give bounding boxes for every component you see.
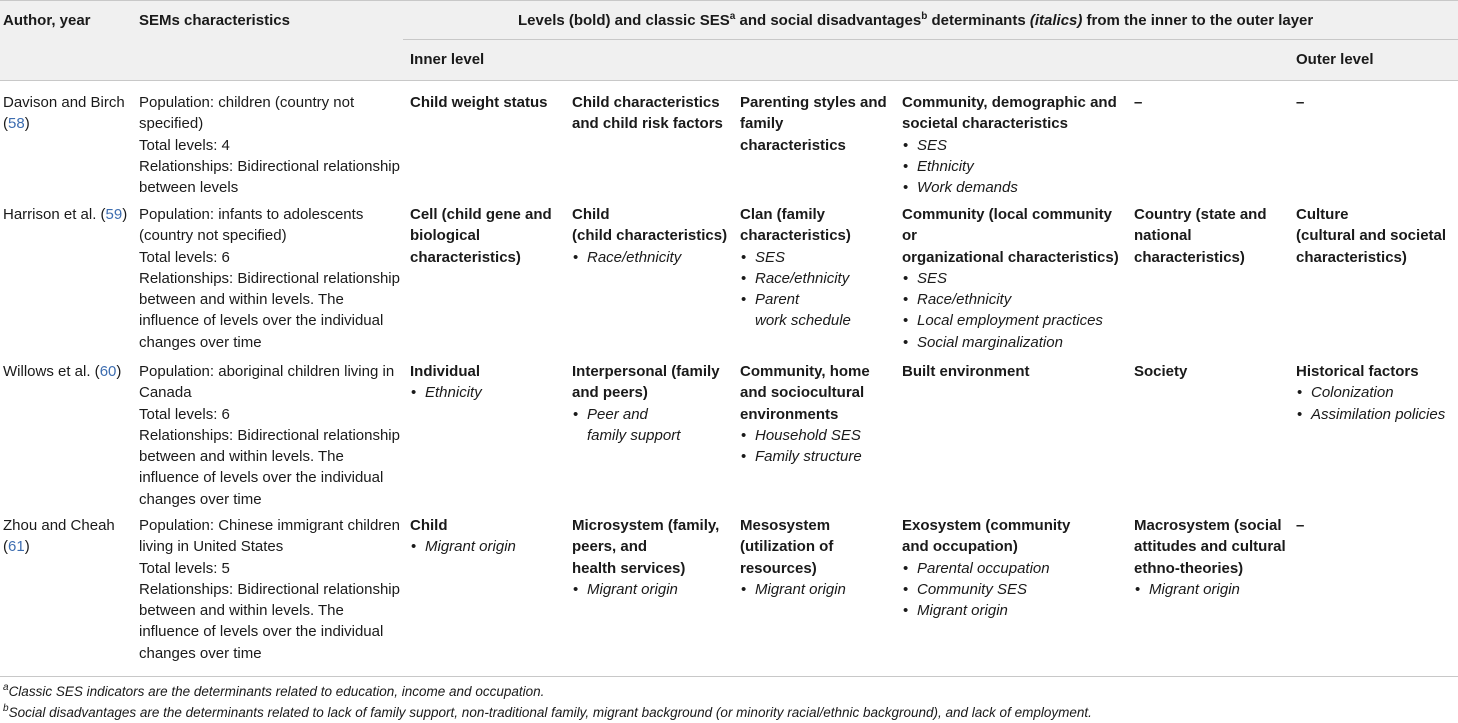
ref-paren-close: )	[24, 115, 30, 133]
level-title: Child	[410, 517, 448, 534]
determinant-text: • Parent	[755, 291, 800, 309]
sems-line: Relationships: Bidirectional relationship	[139, 157, 400, 175]
sems-line: between and within levels. The	[139, 291, 344, 309]
sems-line: Total levels: 6	[139, 248, 230, 266]
determinant-list	[572, 404, 720, 447]
ref-paren-open: (	[3, 115, 8, 133]
header-sems-characteristics: SEMs characteristics	[139, 12, 290, 29]
determinant-text: • Colonization	[1311, 384, 1394, 402]
level-cell	[902, 361, 1030, 382]
sems-line: Total levels: 5	[139, 559, 230, 577]
determinant-item	[572, 404, 720, 447]
determinant-list	[572, 247, 727, 268]
determinant-item	[740, 289, 851, 332]
determinant-item	[740, 446, 870, 467]
level-title: characteristics	[740, 136, 846, 154]
level-title: attitudes and cultural	[1134, 538, 1286, 556]
level-title: Child weight status	[410, 94, 548, 111]
level-title: Historical factors	[1296, 363, 1419, 380]
sems-line: influence of levels over the individual	[139, 623, 384, 641]
level-cell	[410, 92, 548, 113]
sems-line: specified)	[139, 115, 204, 133]
level-title: and occupation)	[902, 538, 1018, 556]
sems-line: changes over time	[139, 333, 262, 351]
level-cell	[410, 361, 482, 404]
level-title: organizational characteristics)	[902, 248, 1119, 266]
level-title: Built environment	[902, 363, 1030, 380]
header-inner-level: Inner level	[410, 51, 485, 68]
sems-line: between and within levels. The	[139, 602, 344, 620]
level-cell	[740, 361, 870, 467]
determinant-text: • Ethnicity	[425, 384, 482, 402]
citation-link[interactable]: 60	[99, 363, 117, 380]
determinant-item	[572, 247, 727, 268]
author-cell	[3, 204, 127, 225]
determinant-list	[740, 579, 846, 600]
level-title: –	[1296, 517, 1305, 534]
level-title: Child	[572, 206, 610, 223]
level-cell	[1134, 92, 1142, 113]
header-outer-level: Outer level	[1296, 51, 1374, 68]
determinant-text: • Family structure	[755, 448, 862, 466]
determinant-text: • Race/ethnicity	[755, 269, 850, 287]
sems-line: Canada	[139, 384, 192, 402]
determinant-text: • Ethnicity	[917, 157, 974, 175]
determinant-list	[410, 536, 516, 557]
level-title: Community, home	[740, 363, 870, 380]
author-cell	[3, 92, 125, 135]
level-title: family	[740, 115, 784, 133]
level-title: peers, and	[572, 538, 648, 556]
level-cell	[572, 361, 720, 446]
level-title: and peers)	[572, 384, 648, 402]
determinant-item	[1134, 579, 1286, 600]
determinant-item	[902, 177, 1117, 198]
level-title: –	[1134, 94, 1143, 111]
determinant-text: work schedule	[755, 312, 851, 330]
level-title: Macrosystem (social	[1134, 517, 1282, 534]
level-cell	[740, 92, 887, 156]
footnote-b: $^b$Social disadvantages are the determinants related to lack of family support, non-traditional family, migrant background (or minority racial/ethnic background), and lack of employment.	[3, 703, 1092, 720]
level-cell	[1134, 204, 1267, 268]
level-title: –	[1296, 94, 1305, 111]
footnote-a: $^a$Classic SES indicators are the determinants related to education, income and occupation.	[3, 682, 545, 699]
author-name: Zhou and Cheah	[3, 517, 115, 534]
level-cell	[740, 204, 851, 332]
author-name: Harrison et al. (	[3, 206, 106, 223]
sems-line: (country not specified)	[139, 227, 287, 245]
level-title: Parenting styles and	[740, 94, 887, 111]
determinant-item	[740, 425, 870, 446]
determinant-text: • Race/ethnicity	[587, 248, 682, 266]
sems-line: between levels	[139, 179, 239, 197]
determinant-text: family support	[587, 426, 681, 444]
determinant-text: • Migrant origin	[587, 580, 678, 598]
determinant-list	[740, 247, 851, 332]
level-title: characteristics)	[1296, 248, 1407, 266]
level-title: (child characteristics)	[572, 227, 728, 245]
level-title: (utilization of	[740, 538, 834, 556]
determinant-list	[410, 382, 482, 403]
level-title: Individual	[410, 363, 481, 380]
determinant-item	[410, 536, 516, 557]
sems-line: influence of levels over the individual	[139, 312, 384, 330]
determinant-list	[902, 135, 1117, 199]
determinant-text: • Household SES	[755, 426, 861, 444]
level-title: and child risk factors	[572, 115, 723, 133]
determinant-text: • Work demands	[917, 179, 1018, 197]
sems-cell	[139, 361, 400, 510]
determinant-text: • Migrant origin	[755, 580, 846, 598]
sems-line: Relationships: Bidirectional relationship	[139, 269, 400, 287]
level-cell	[1296, 204, 1446, 268]
determinant-text: • Peer and	[587, 405, 648, 423]
level-title: Exosystem (community	[902, 517, 1071, 534]
table-top-rule	[0, 0, 1458, 1]
author-cell	[3, 361, 121, 382]
level-cell	[1296, 515, 1304, 536]
level-title: Society	[1134, 363, 1188, 380]
level-title: Country (state and	[1134, 206, 1267, 223]
level-cell	[572, 92, 723, 135]
determinant-text: • Race/ethnicity	[917, 291, 1012, 309]
determinant-item	[740, 268, 851, 289]
sems-line: Total levels: 6	[139, 405, 230, 423]
determinant-list	[1296, 382, 1445, 425]
level-cell	[902, 515, 1070, 621]
sems-cell	[139, 92, 400, 198]
level-title: Interpersonal (family	[572, 363, 720, 380]
determinant-text: • Migrant origin	[1149, 580, 1240, 598]
determinant-list	[1134, 579, 1286, 600]
citation-link[interactable]: 59	[105, 206, 123, 223]
ref-paren-close: )	[116, 363, 122, 380]
author-cell	[3, 515, 115, 558]
sems-line: changes over time	[139, 490, 262, 508]
header-bottom-rule	[0, 80, 1458, 81]
table-bottom-rule	[0, 676, 1458, 677]
level-cell	[1296, 92, 1304, 113]
level-title: Child characteristics	[572, 94, 720, 111]
header-author-year: Author, year	[3, 12, 91, 29]
determinant-text: • SES	[755, 248, 786, 266]
determinant-item	[902, 600, 1070, 621]
sems-line: Relationships: Bidirectional relationship	[139, 426, 400, 444]
sems-line: changes over time	[139, 644, 262, 662]
level-cell	[1134, 515, 1286, 600]
determinant-item	[902, 156, 1117, 177]
author-name: Davison and Birch	[3, 94, 125, 111]
sems-line: Relationships: Bidirectional relationship	[139, 580, 400, 598]
determinant-item	[902, 289, 1119, 310]
level-title: biological	[410, 227, 481, 245]
determinant-text: • Migrant origin	[425, 538, 516, 556]
level-cell	[572, 204, 727, 268]
level-title: societal characteristics	[902, 115, 1068, 133]
level-title: characteristics)	[1134, 248, 1245, 266]
level-title: or	[902, 227, 917, 245]
sems-line: Total levels: 4	[139, 136, 230, 154]
level-title: (cultural and societal	[1296, 227, 1447, 245]
determinant-item	[902, 332, 1119, 353]
level-cell	[902, 92, 1117, 198]
level-title: Microsystem (family,	[572, 517, 720, 534]
header-levels-title: Levels (bold) and classic SES$^a$ and social disadvantages$^b$ determinants (italics) from the inner to the outer layer	[518, 11, 1314, 29]
sems-line: between and within levels. The	[139, 448, 344, 466]
level-cell	[1134, 361, 1187, 382]
determinant-text: • SES	[917, 136, 948, 154]
determinant-list	[902, 558, 1070, 622]
ref-paren-open: (	[3, 538, 8, 556]
level-cell	[1296, 361, 1445, 425]
sems-cell	[139, 204, 400, 353]
ref-paren-close: )	[122, 206, 128, 223]
determinant-list	[572, 579, 719, 600]
determinant-text: • Migrant origin	[917, 602, 1008, 620]
level-cell	[410, 204, 552, 268]
level-title: environments	[740, 405, 839, 423]
determinant-text: • SES	[917, 269, 948, 287]
sems-line: Population: infants to adolescents	[139, 206, 364, 223]
level-title: national	[1134, 227, 1192, 245]
levels-subheader-rule	[403, 39, 1458, 40]
determinant-text: • Local employment practices	[917, 312, 1103, 330]
determinant-item	[410, 382, 482, 403]
determinant-item	[740, 247, 851, 268]
ref-paren-close: )	[24, 538, 30, 556]
level-cell	[572, 515, 719, 600]
citation-link[interactable]: 61	[8, 538, 25, 556]
determinant-text: • Parental occupation	[917, 559, 1050, 577]
level-cell	[740, 515, 846, 600]
determinant-text: • Assimilation policies	[1311, 405, 1446, 423]
sems-cell	[139, 515, 400, 664]
sems-line: influence of levels over the individual	[139, 469, 384, 487]
level-title: Mesosystem	[740, 517, 831, 534]
level-title: resources)	[740, 559, 817, 577]
determinant-item	[572, 579, 719, 600]
level-title: characteristics)	[410, 248, 521, 266]
level-title: Cell (child gene and	[410, 206, 552, 223]
determinant-list	[740, 425, 870, 468]
determinant-item	[1296, 404, 1445, 425]
level-title: and sociocultural	[740, 384, 865, 402]
determinant-item	[902, 310, 1119, 331]
sems-line: Population: children (country not	[139, 94, 355, 111]
sems-line: living in United States	[139, 538, 284, 556]
determinant-item	[902, 579, 1070, 600]
author-name: Willows et al. (	[3, 363, 100, 380]
level-title: Clan (family	[740, 206, 826, 223]
level-title: Community, demographic and	[902, 94, 1117, 111]
sems-line: Population: aboriginal children living in	[139, 363, 395, 380]
level-cell	[902, 204, 1119, 353]
sems-line: Population: Chinese immigrant children	[139, 517, 400, 534]
level-title: characteristics)	[740, 227, 851, 245]
determinant-item	[740, 579, 846, 600]
citation-link[interactable]: 58	[8, 115, 25, 133]
determinant-item	[902, 268, 1119, 289]
determinant-text: • Community SES	[917, 580, 1028, 598]
level-title: Community (local community	[902, 206, 1113, 223]
determinant-item	[902, 135, 1117, 156]
determinant-item	[1296, 382, 1445, 403]
level-title: health services)	[572, 559, 686, 577]
level-title: ethno-theories)	[1134, 559, 1244, 577]
level-title: Culture	[1296, 206, 1349, 223]
determinant-text: • Social marginalization	[917, 333, 1063, 351]
determinant-item	[902, 558, 1070, 579]
determinant-list	[902, 268, 1119, 353]
level-cell	[410, 515, 516, 558]
